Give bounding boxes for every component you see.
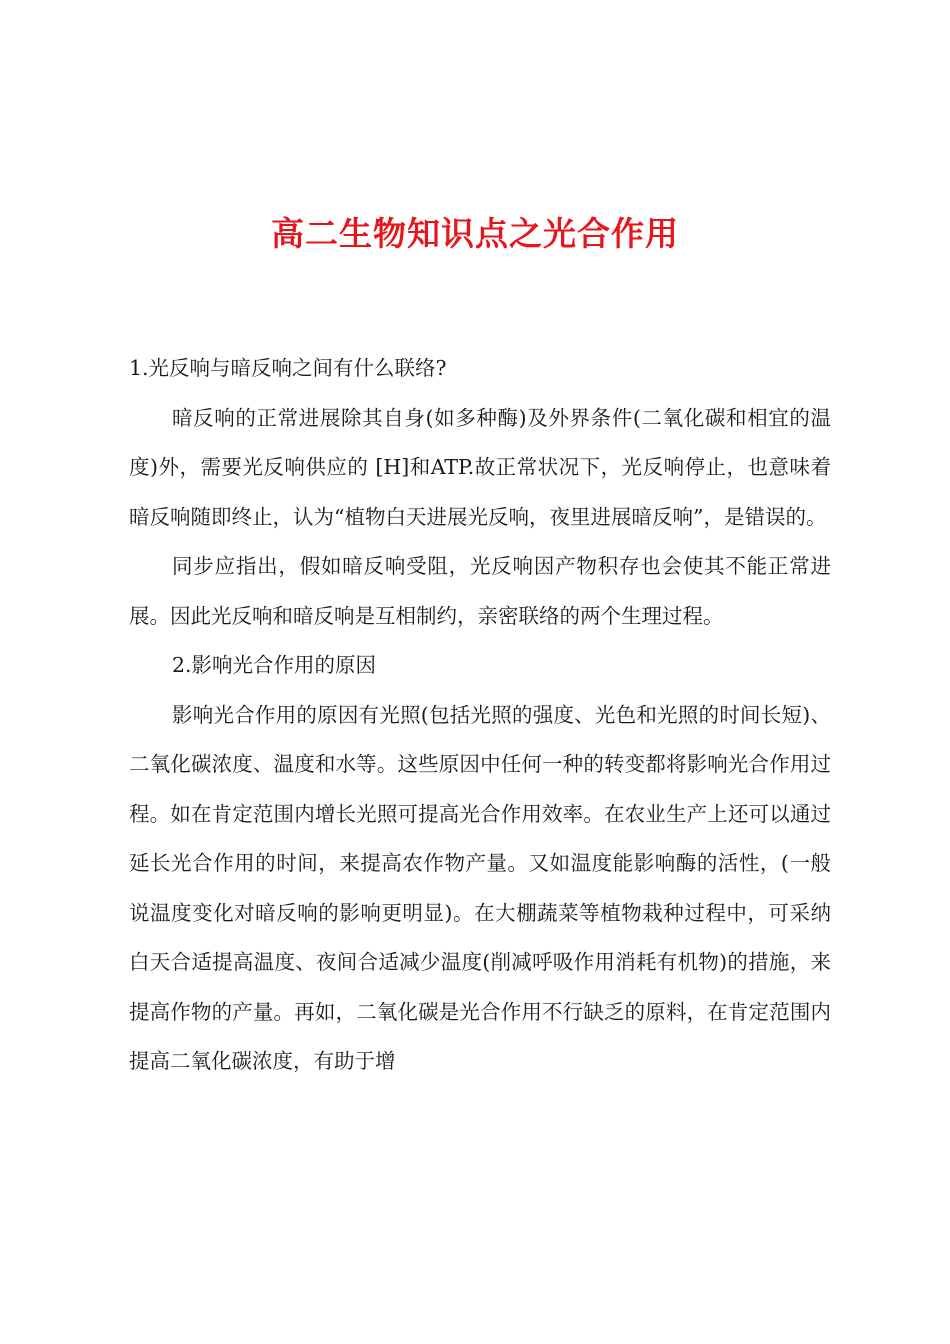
question-heading-2: 2.影响光合作用的原因 (172, 653, 377, 677)
document-body (129, 344, 831, 1087)
paragraph-dark-reaction: 暗反响的正常进展除其自身(如多种酶)及外界条件(二氧化碳和相宜的温度)外，需要光反响供应的 [H]和ATP.故正常状况下，光反响停止，也意味着暗反响随即终止，认为“植物白天进展光反响，夜里进展暗反响”，是错误的。 (129, 405, 831, 529)
paragraph-influencing-factors: 影响光合作用的原因有光照(包括光照的强度、光色和光照的时间长短)、二氧化碳浓度、温度和水等。这些原因中任何一种的转变都将影响光合作用过程。如在肯定范围内增长光照可提高光合作用效率。在农业生产上还可以通过延长光合作用的时间，来提高农作物产量。又如温度能影响酶的活性，(一般说温度变化对暗反响的影响更明显)。在大棚蔬菜等植物栽种过程中，可采纳白天合适提高温度、夜间合适减少温度(削减呼吸作用消耗有机物)的措施，来提高作物的产量。再如，二氧化碳是光合作用不行缺乏的原料，在肯定范围内提高二氧化碳浓度，有助于增 (129, 702, 831, 1073)
question-heading-1: 1.光反响与暗反响之间有什么联络? (129, 356, 447, 380)
document-title: 高二生物知识点之光合作用 (271, 214, 679, 253)
paragraph-mutual-restriction: 同步应指出，假如暗反响受阻，光反响因产物积存也会使其不能正常进展。因此光反响和暗反响是互相制约，亲密联络的两个生理过程。 (129, 554, 831, 628)
